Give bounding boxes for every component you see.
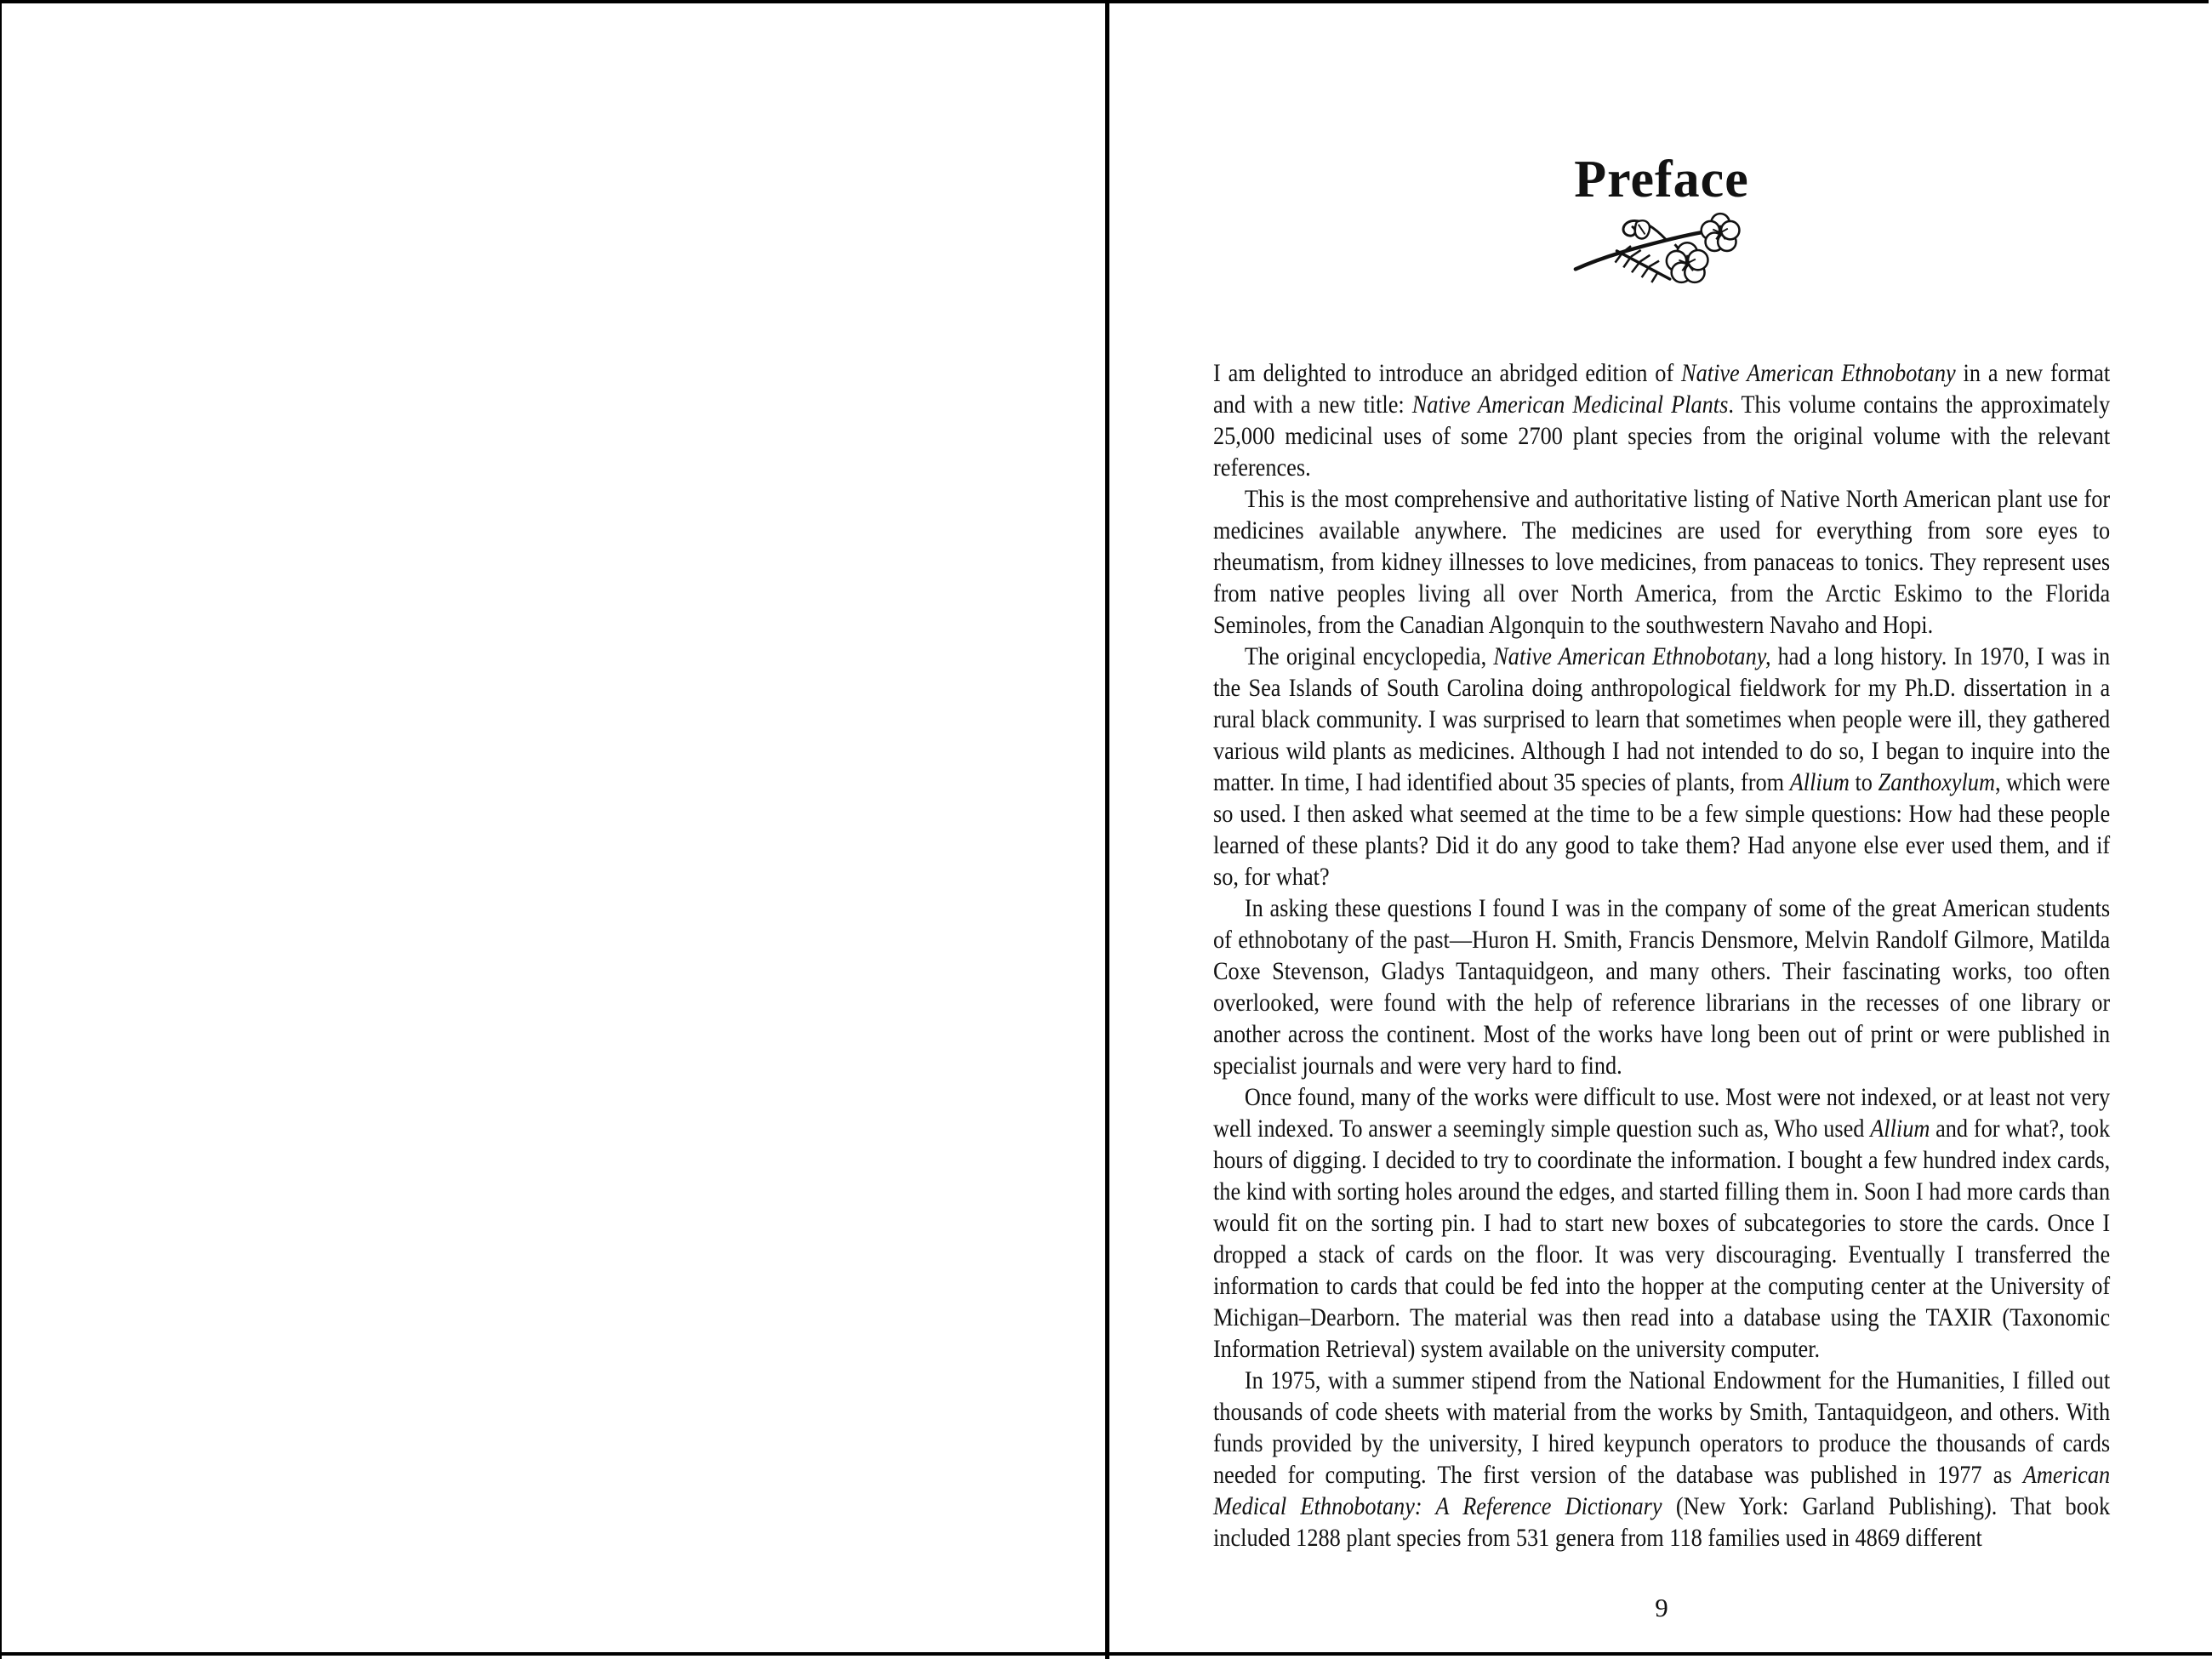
preface-paragraphs (1213, 357, 2110, 1554)
text-segment: and for what?, took hours of digging. I decided to try to coordinate the information. I bought a few hundred index cards, the kind with sorting holes around the edges, and started filling them in. Soon I had more cards than would fit on the sorting pin. I had to start new boxes of subcategories to store the cards. Once I dropped a stack of cards on the floor. It was very discouraging. Eventually I transferred the information to cards that could be fed into the hopper at the computing center at the University of Michigan–Dearborn. The material was then read into a database using the TAXIR (Taxonomic Information Retrieval) system available on the university computer. (1213, 1115, 2111, 1363)
page-title: Preface (1574, 151, 1749, 208)
frame-left-edge (0, 0, 2, 1659)
text-segment: in a new format and with a new title: (1213, 359, 2111, 419)
text-segment: to (1849, 768, 1878, 796)
text-segment: Once found, many of the works were difficult to use. Most were not indexed, or at least not very well indexed. To answer a seemingly simple question such as, Who used (1213, 1083, 2111, 1143)
paragraph (1213, 1081, 2110, 1365)
paragraph (1213, 357, 2110, 483)
text-segment: , which were so used. I then asked what seemed at the time to be a few simple questions: How had these people learned of these plants? Did it do any good to take them? Had anyone else ever used them, and if so, for what? (1213, 768, 2111, 891)
italic-text-segment: American Medical Ethnobotany: A Reference Dictionary (1213, 1461, 2111, 1520)
text-segment: The original encyclopedia, (1244, 642, 1494, 670)
text-segment: This is the most comprehensive and authoritative listing of Native North American plant use for medicines available anywhere. The medicines are used for everything from sore eyes to rheumatism, from kidney illnesses to love medicines, from panaceas to tonics. They represent uses from native peoples living all over North America, from the Arctic Eskimo to the Florida Seminoles, from the Canadian Algonquin to the southwestern Navaho and Hopi. (1213, 485, 2111, 639)
italic-text-segment: Allium (1789, 768, 1850, 796)
flower-sprig-ornament-icon (1213, 211, 2110, 289)
paragraph (1213, 1365, 2110, 1554)
italic-text-segment: Zanthoxylum (1878, 768, 1995, 796)
right-page (1109, 0, 2212, 1659)
paragraph (1213, 483, 2110, 641)
page-number: 9 (1655, 1593, 1668, 1622)
paragraph (1213, 641, 2110, 892)
paragraph (1213, 892, 2110, 1081)
italic-text-segment: Native American Ethnobotany (1681, 359, 1956, 387)
text-segment: In 1975, with a summer stipend from the National Endowment for the Humanities, I filled out thousands of code sheets with material from the works by Smith, Tantaquidgeon, and others. With funds provided by the university, I hired keypunch operators to produce the thousands of cards needed for computing. The first version of the database was published in 1977 as (1213, 1366, 2111, 1489)
italic-text-segment: Native American Medicinal Plants (1411, 391, 1729, 419)
text-segment: In asking these questions I found I was in the company of some of the great American students of ethnobotany of the past—Huron H. Smith, Francis Densmore, Melvin Randolf Gilmore, Matilda Coxe Stevenson, Gladys Tantaquidgeon, and many others. Their fascinating works, too often overlooked, were found with the help of reference librarians in the recesses of one library or another across the continent. Most of the works have long been out of print or were published in specialist journals and were very hard to find. (1213, 894, 2111, 1080)
italic-text-segment: Allium (1870, 1115, 1930, 1143)
left-page-blank (0, 0, 1105, 1659)
text-segment: had a long history. In 1970, I was in the Sea Islands of South Carolina doing anthropological fieldwork for my Ph.D. dissertation in a rural black community. I was surprised to learn that sometimes when people were ill, they gathered various wild plants as medicines. Although I had not intended to do so, I began to inquire into the matter. In time, I had identified about 35 species of plants, from (1213, 642, 2111, 796)
page-divider (1105, 0, 1109, 1659)
text-segment: . This volume contains the approximately 25,000 medicinal uses of some 2700 plant species from the original volume with the relevant references. (1213, 391, 2111, 482)
text-segment: I am delighted to introduce an abridged edition of (1213, 359, 1682, 387)
frame-bottom-edge (0, 1652, 2212, 1656)
italic-text-segment: Native American Ethnobotany, (1493, 642, 1771, 670)
text-segment: (New York: Garland Publishing). That book included 1288 plant species from 531 genera from 118 families used in 4869 different (1213, 1492, 2111, 1552)
frame-top-edge (0, 0, 2209, 3)
